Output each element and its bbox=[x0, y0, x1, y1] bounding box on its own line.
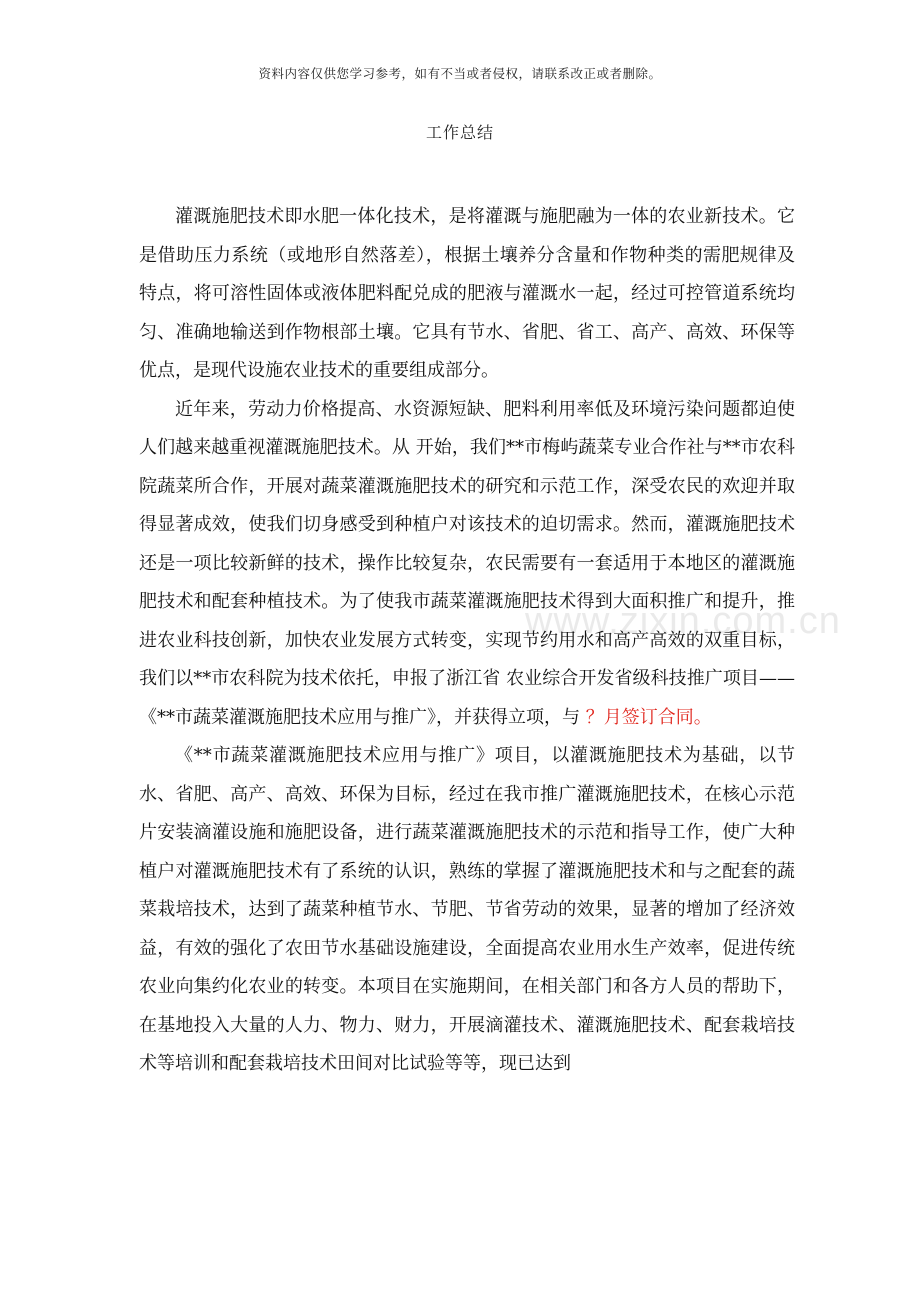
header-disclaimer: 资料内容仅供您学习参考，如有不当或者侵权，请联系改正或者删除。 bbox=[258, 66, 662, 81]
document-title: 工作总结 bbox=[425, 123, 494, 142]
paragraph-2-red-fragment: ？月签订合同。 bbox=[580, 706, 712, 728]
watermark: www.zixin.com.cn bbox=[525, 600, 841, 642]
document-body bbox=[139, 198, 795, 1084]
paragraph-2 bbox=[139, 391, 795, 738]
paragraph-1: 灌溉施肥技术即水肥一体化技术，是将灌溉与施肥融为一体的农业新技术。它是借助压力系统（或地形自然落差），根据土壤养分含量和作物种类的需肥规律及特点，将可溶性固体或液体肥料配兑成的肥液与灌溉水一起，经过可控管道系统均匀、准确地输送到作物根部土壤。它具有节水、省肥、省工、高产、高效、环保等优点，是现代设施农业技术的重要组成部分。 bbox=[139, 206, 795, 381]
paragraph-2-text: 近年来，劳动力价格提高、水资源短缺、肥料利用率低及环境污染问题都迫使人们越来越重视灌溉施肥技术。从 开始，我们**市梅屿蔬菜专业合作社与**市农科院蔬菜所合作，开展对蔬菜灌溉施肥技术的研究和示范工作，深受农民的欢迎并取得显著成效，使我们切身感受到种植户对该技术的迫切需求。然而，灌溉施肥技术还是一项比较新鲜的技术，操作比较复杂，农民需要有一套适用于本地区的灌溉施肥技术和配套种植技术。为了使我市蔬菜灌溉施肥技术得到大面积推广和提升，推进农业科技创新，加快农业发展方式转变，实现节约用水和高产高效的双重目标，我们以**市农科院为技术依托，申报了浙江省 农业综合开发省级科技推广项目——《**市蔬菜灌溉施肥技术应用与推广》，并获得立项，与 bbox=[139, 398, 795, 728]
paragraph-3: 《**市蔬菜灌溉施肥技术应用与推广》项目，以灌溉施肥技术为基础，以节水、省肥、高产、高效、环保为目标，经过在我市推广灌溉施肥技术，在核心示范片安装滴灌设施和施肥设备，进行蔬菜灌溉施肥技术的示范和指导工作，使广大种植户对灌溉施肥技术有了系统的认识，熟练的掌握了灌溉施肥技术和与之配套的蔬菜栽培技术，达到了蔬菜种植节水、节肥、节省劳动的效果，显著的增加了经济效益，有效的强化了农田节水基础设施建设，全面提高农业用水生产效率，促进传统农业向集约化农业的转变。本项目在实施期间，在相关部门和各方人员的帮助下，在基地投入大量的人力、物力、财力，开展滴灌技术、灌溉施肥技术、配套栽培技术等培训和配套栽培技术田间对比试验等等，现已达到 bbox=[139, 745, 795, 1074]
